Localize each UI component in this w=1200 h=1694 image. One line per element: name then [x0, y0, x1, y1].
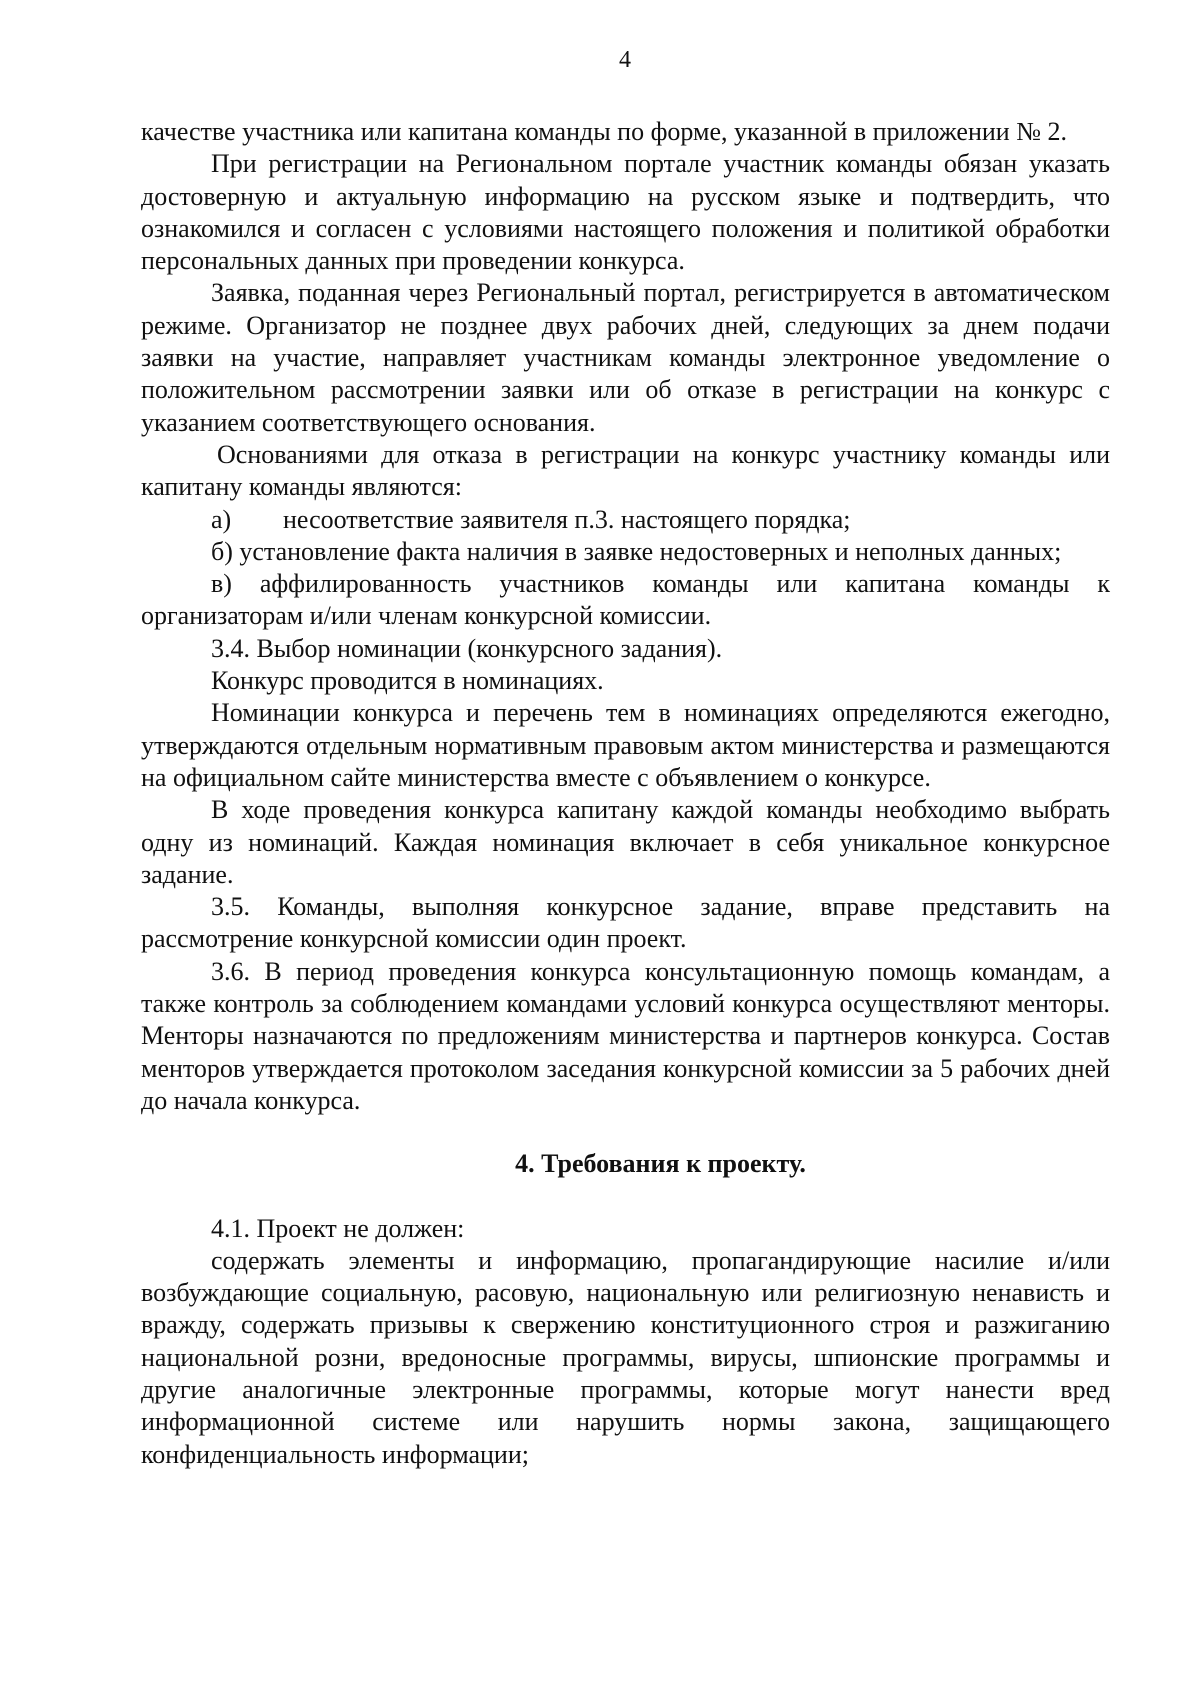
list-item-a [141, 504, 1110, 536]
section-heading: 4. Требования к проекту. [515, 1149, 806, 1179]
paragraph-nominations: Конкурс проводится в номинациях. [211, 666, 604, 696]
list-marker-a: а) [211, 504, 232, 534]
paragraph-3-6: 3.6. В период проведения конкурса консультационную помощь командам, а также контроль за соблюдением командами условий конкурса осуществляют менторы. Менторы назначаются по предложениям министерства и партнеров конкурса. Состав менторов утверждается протоколом заседания конкурсной комиссии за 5 рабочих дней до начала конкурса. [141, 956, 1110, 1115]
paragraph-prohibited-content: содержать элементы и информацию, пропагандирующие насилие и/или возбуждающие социальную, расовую, национальную или религиозную ненависть и вражду, содержать призывы к свержению конституционного строя и разжиганию национальной розни, вредоносные программы, вирусы, шпионские программы и другие аналогичные электронные программы, которые могут нанести вред информационной системе или нарушить нормы закона, защищающего конфиденциальность информации; [141, 1245, 1110, 1469]
paragraph-nomination-topics: Номинации конкурса и перечень тем в номинациях определяются ежегодно, утверждаются отдельным нормативным правовым актом министерства и размещаются на официальном сайте министерства вместе с объявлением о конкурсе. [141, 698, 1110, 792]
paragraph-continuation: качестве участника или капитана команды по форме, указанной в приложении № 2. [141, 117, 1068, 146]
page-number: 4 [619, 47, 631, 73]
list-item-b: б) установление факта наличия в заявке недостоверных и неполных данных; [211, 536, 1062, 566]
paragraph-captain-choice: В ходе проведения конкурса капитану каждой команды необходимо выбрать одну из номинаций. Каждая номинация включает в себя уникальное конкурсное задание. [141, 795, 1110, 889]
list-item-c: в) аффилированность участников команды или капитана команды к организаторам и/или членам конкурсной комиссии. [141, 569, 1110, 631]
paragraph-4-1: 4.1. Проект не должен: [211, 1213, 465, 1243]
list-text-a: несоответствие заявителя п.3. настоящего порядка; [283, 504, 851, 534]
paragraph-application: Заявка, поданная через Региональный портал, регистрируется в автоматическом режиме. Организатор не позднее двух рабочих дней, следующих за днем подачи заявки на участие, направляет участникам команды электронное уведомление о положительном рассмотрении заявки или об отказе в регистрации на конкурс с указанием соответствующего основания. [141, 278, 1110, 437]
paragraph-3-5: 3.5. Команды, выполняя конкурсное задание, вправе представить на рассмотрение конкурсной комиссии один проект. [141, 892, 1110, 954]
paragraph-registration: При регистрации на Региональном портале участник команды обязан указать достоверную и актуальную информацию на русском языке и подтвердить, что ознакомился и согласен с условиями настоящего положения и политикой обработки персональных данных при проведении конкурса. [141, 149, 1110, 276]
paragraph-refusal-grounds: Основаниями для отказа в регистрации на конкурс участнику команды или капитану команды являются: [141, 439, 1110, 502]
document-body [141, 116, 1110, 1471]
paragraph-3-4: 3.4. Выбор номинации (конкурсного задания). [211, 633, 723, 663]
